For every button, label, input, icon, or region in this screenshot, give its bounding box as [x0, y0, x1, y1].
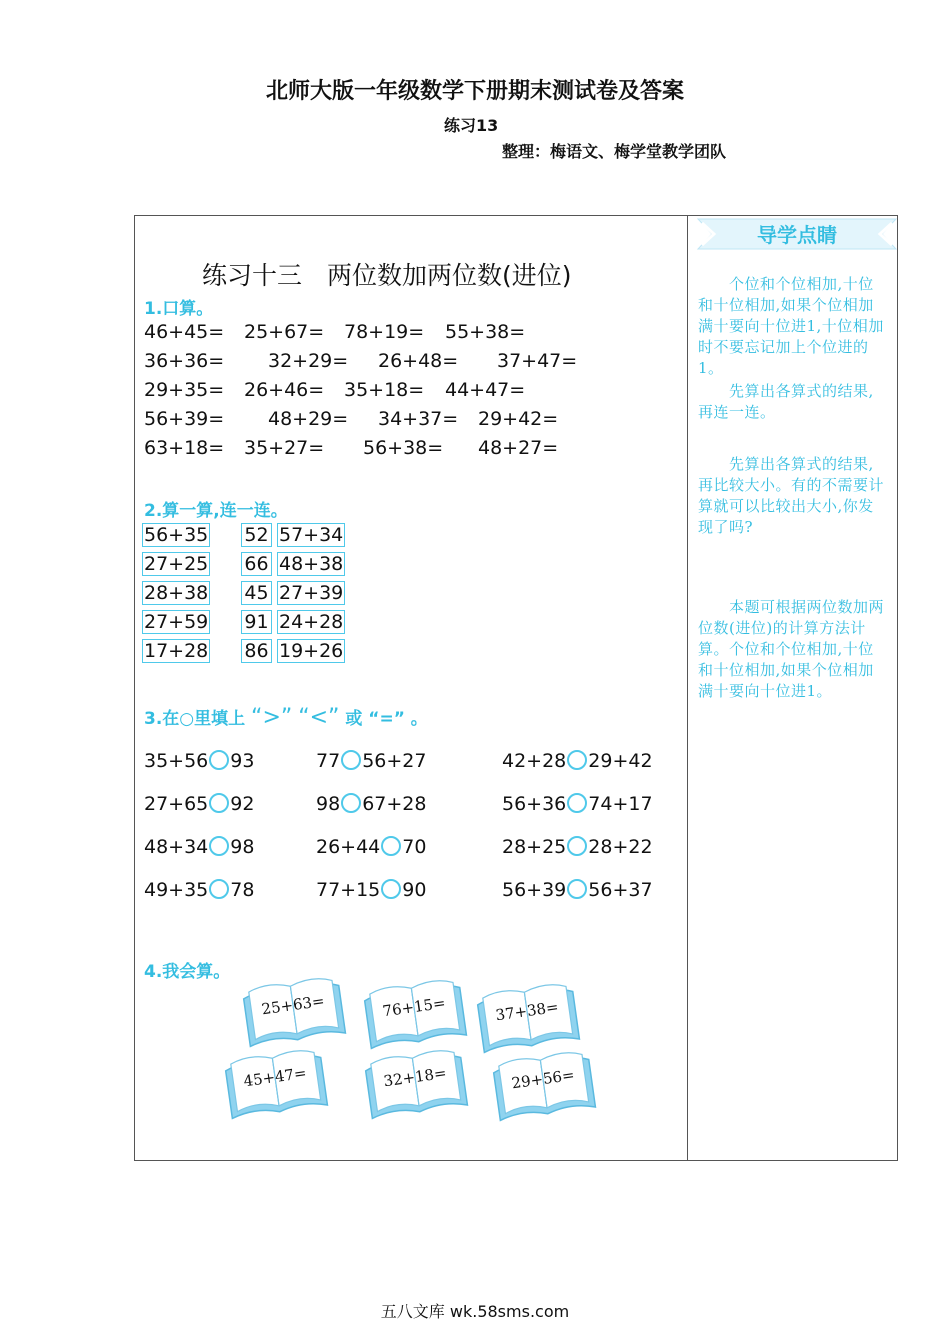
- section4-heading: 4.我会算。: [144, 962, 231, 982]
- section1-heading: 1.口算。: [144, 299, 214, 319]
- comparison-item: [144, 750, 254, 772]
- comparison-item: [144, 836, 254, 858]
- book-expression: 32+18=: [382, 1063, 448, 1091]
- comparison-left: 35+56: [144, 750, 209, 772]
- match-expression-left: 27+25: [144, 553, 209, 575]
- comparison-item: [502, 879, 653, 901]
- hint-2: 先算出各算式的结果,再连一连。: [698, 382, 874, 421]
- section2-heading: 2.算一算,连一连。: [144, 501, 288, 521]
- comparison-left: 77+15: [316, 879, 381, 901]
- comparison-left: 26+44: [316, 836, 381, 858]
- section3-heading: [144, 704, 428, 730]
- oral-item: 29+35=: [144, 379, 225, 401]
- hint-1: 个位和个位相加,十位和十位相加,如果个位相加满十要向十位进1,十位相加时不要忘记加上个位进的1。: [698, 275, 884, 377]
- comparison-right: 93: [230, 750, 255, 772]
- match-answer: 66: [241, 552, 272, 576]
- equals-symbol: “=”: [368, 709, 405, 729]
- oral-item: 34+37=: [378, 408, 459, 430]
- match-expression-right: 19+26: [279, 640, 344, 662]
- answer-circle: [381, 836, 401, 856]
- oral-item: 36+36=: [144, 350, 225, 372]
- greater-than-symbol: “>”: [251, 705, 293, 730]
- comparison-right: 92: [230, 793, 255, 815]
- match-expression-right: 48+38: [279, 553, 344, 575]
- oral-item: 37+47=: [497, 350, 578, 372]
- comparison-left: 27+65: [144, 793, 209, 815]
- oral-item: 32+29=: [268, 350, 349, 372]
- match-expression-right: 27+39: [279, 582, 344, 604]
- answer-circle: [381, 879, 401, 899]
- match-answer: 52: [241, 523, 272, 547]
- comparison-item: [316, 879, 426, 901]
- answer-circle: [209, 879, 229, 899]
- oral-item: 48+29=: [268, 408, 349, 430]
- comparison-right: 56+37: [588, 879, 653, 901]
- answer-circle: [567, 793, 587, 813]
- section3-heading-or: 或: [345, 709, 363, 729]
- answer-circle: [209, 750, 229, 770]
- comparison-left: 56+36: [502, 793, 567, 815]
- open-book-illustration: [359, 973, 471, 1055]
- lesson-title: 练习十三 两位数加两位数(进位): [202, 261, 572, 290]
- less-than-symbol: “<”: [298, 705, 340, 730]
- comparison-right: 90: [402, 879, 427, 901]
- oral-item: 63+18=: [144, 437, 225, 459]
- sidebar-banner: [696, 217, 898, 251]
- document-title: 北师大版一年级数学下册期末测试卷及答案: [265, 79, 684, 104]
- comparison-right: 67+28: [362, 793, 427, 815]
- hint-4: 本题可根据两位数加两位数(进位)的计算方法计算。个位和个位相加,十位和十位相加,如果个位相加满十要向十位进1。: [698, 598, 885, 700]
- section3-heading-pre: 3.在○里填上: [144, 709, 246, 729]
- column-divider: [687, 215, 688, 1161]
- answer-circle: [341, 750, 361, 770]
- oral-item: 55+38=: [445, 321, 526, 343]
- open-book-illustration: [488, 1045, 600, 1127]
- comparison-right: 78: [230, 879, 255, 901]
- document-author: 整理：梅语文、梅学堂教学团队: [502, 142, 727, 161]
- comparison-item: [144, 879, 254, 901]
- comparison-right: 74+17: [588, 793, 653, 815]
- comparison-left: 56+39: [502, 879, 567, 901]
- oral-item: 25+67=: [244, 321, 325, 343]
- sidebar-banner-label: 导学点睛: [757, 225, 837, 247]
- comparison-left: 77: [316, 750, 341, 772]
- answer-circle: [567, 750, 587, 770]
- open-book-illustration: [220, 1043, 332, 1125]
- comparison-left: 98: [316, 793, 341, 815]
- comparison-item: [502, 750, 653, 772]
- oral-item: 46+45=: [144, 321, 225, 343]
- oral-item: 48+27=: [478, 437, 559, 459]
- book-expression: 45+47=: [242, 1063, 308, 1091]
- match-answer: 91: [241, 610, 272, 634]
- comparison-left: 28+25: [502, 836, 567, 858]
- comparison-item: [144, 793, 254, 815]
- comparison-left: 49+35: [144, 879, 209, 901]
- comparison-right: 29+42: [588, 750, 653, 772]
- book-expression: 25+63=: [260, 991, 326, 1019]
- comparison-item: [316, 750, 426, 772]
- comparison-right: 98: [230, 836, 255, 858]
- oral-item: 56+38=: [363, 437, 444, 459]
- comparison-right: 28+22: [588, 836, 653, 858]
- match-answer: 86: [241, 639, 272, 663]
- section3-heading-end: 。: [410, 709, 428, 729]
- answer-circle: [209, 836, 229, 856]
- comparison-left: 48+34: [144, 836, 209, 858]
- book-expression: 37+38=: [494, 997, 560, 1025]
- match-expression-right: 57+34: [279, 524, 344, 546]
- oral-item: 44+47=: [445, 379, 526, 401]
- oral-item: 56+39=: [144, 408, 225, 430]
- open-book-illustration: [472, 977, 584, 1059]
- comparison-item: [502, 793, 653, 815]
- answer-circle: [209, 793, 229, 813]
- book-expression: 29+56=: [510, 1065, 576, 1093]
- oral-item: 35+18=: [344, 379, 425, 401]
- hint-3: 先算出各算式的结果,再比较大小。有的不需要计算就可以比较出大小,你发现了吗?: [698, 455, 885, 536]
- oral-item: 29+42=: [478, 408, 559, 430]
- answer-circle: [567, 879, 587, 899]
- match-expression-left: 17+28: [144, 640, 209, 662]
- oral-item: 26+46=: [244, 379, 325, 401]
- open-book-illustration: [360, 1043, 472, 1125]
- match-expression-right: 24+28: [279, 611, 344, 633]
- match-expression-left: 56+35: [144, 524, 209, 546]
- footer-watermark: 五八文库 wk.58sms.com: [380, 1302, 570, 1321]
- comparison-left: 42+28: [502, 750, 567, 772]
- answer-circle: [341, 793, 361, 813]
- comparison-right: 56+27: [362, 750, 427, 772]
- match-expression-left: 27+59: [144, 611, 209, 633]
- book-expression: 76+15=: [381, 993, 447, 1021]
- oral-item: 26+48=: [378, 350, 459, 372]
- answer-circle: [567, 836, 587, 856]
- match-expression-left: 28+38: [144, 582, 209, 604]
- comparison-item: [316, 793, 426, 815]
- document-subtitle: 练习13: [444, 116, 499, 135]
- oral-item: 35+27=: [244, 437, 325, 459]
- comparison-right: 70: [402, 836, 427, 858]
- comparison-item: [316, 836, 426, 858]
- comparison-item: [502, 836, 653, 858]
- open-book-illustration: [238, 971, 350, 1053]
- oral-item: 78+19=: [344, 321, 425, 343]
- match-answer: 45: [241, 581, 272, 605]
